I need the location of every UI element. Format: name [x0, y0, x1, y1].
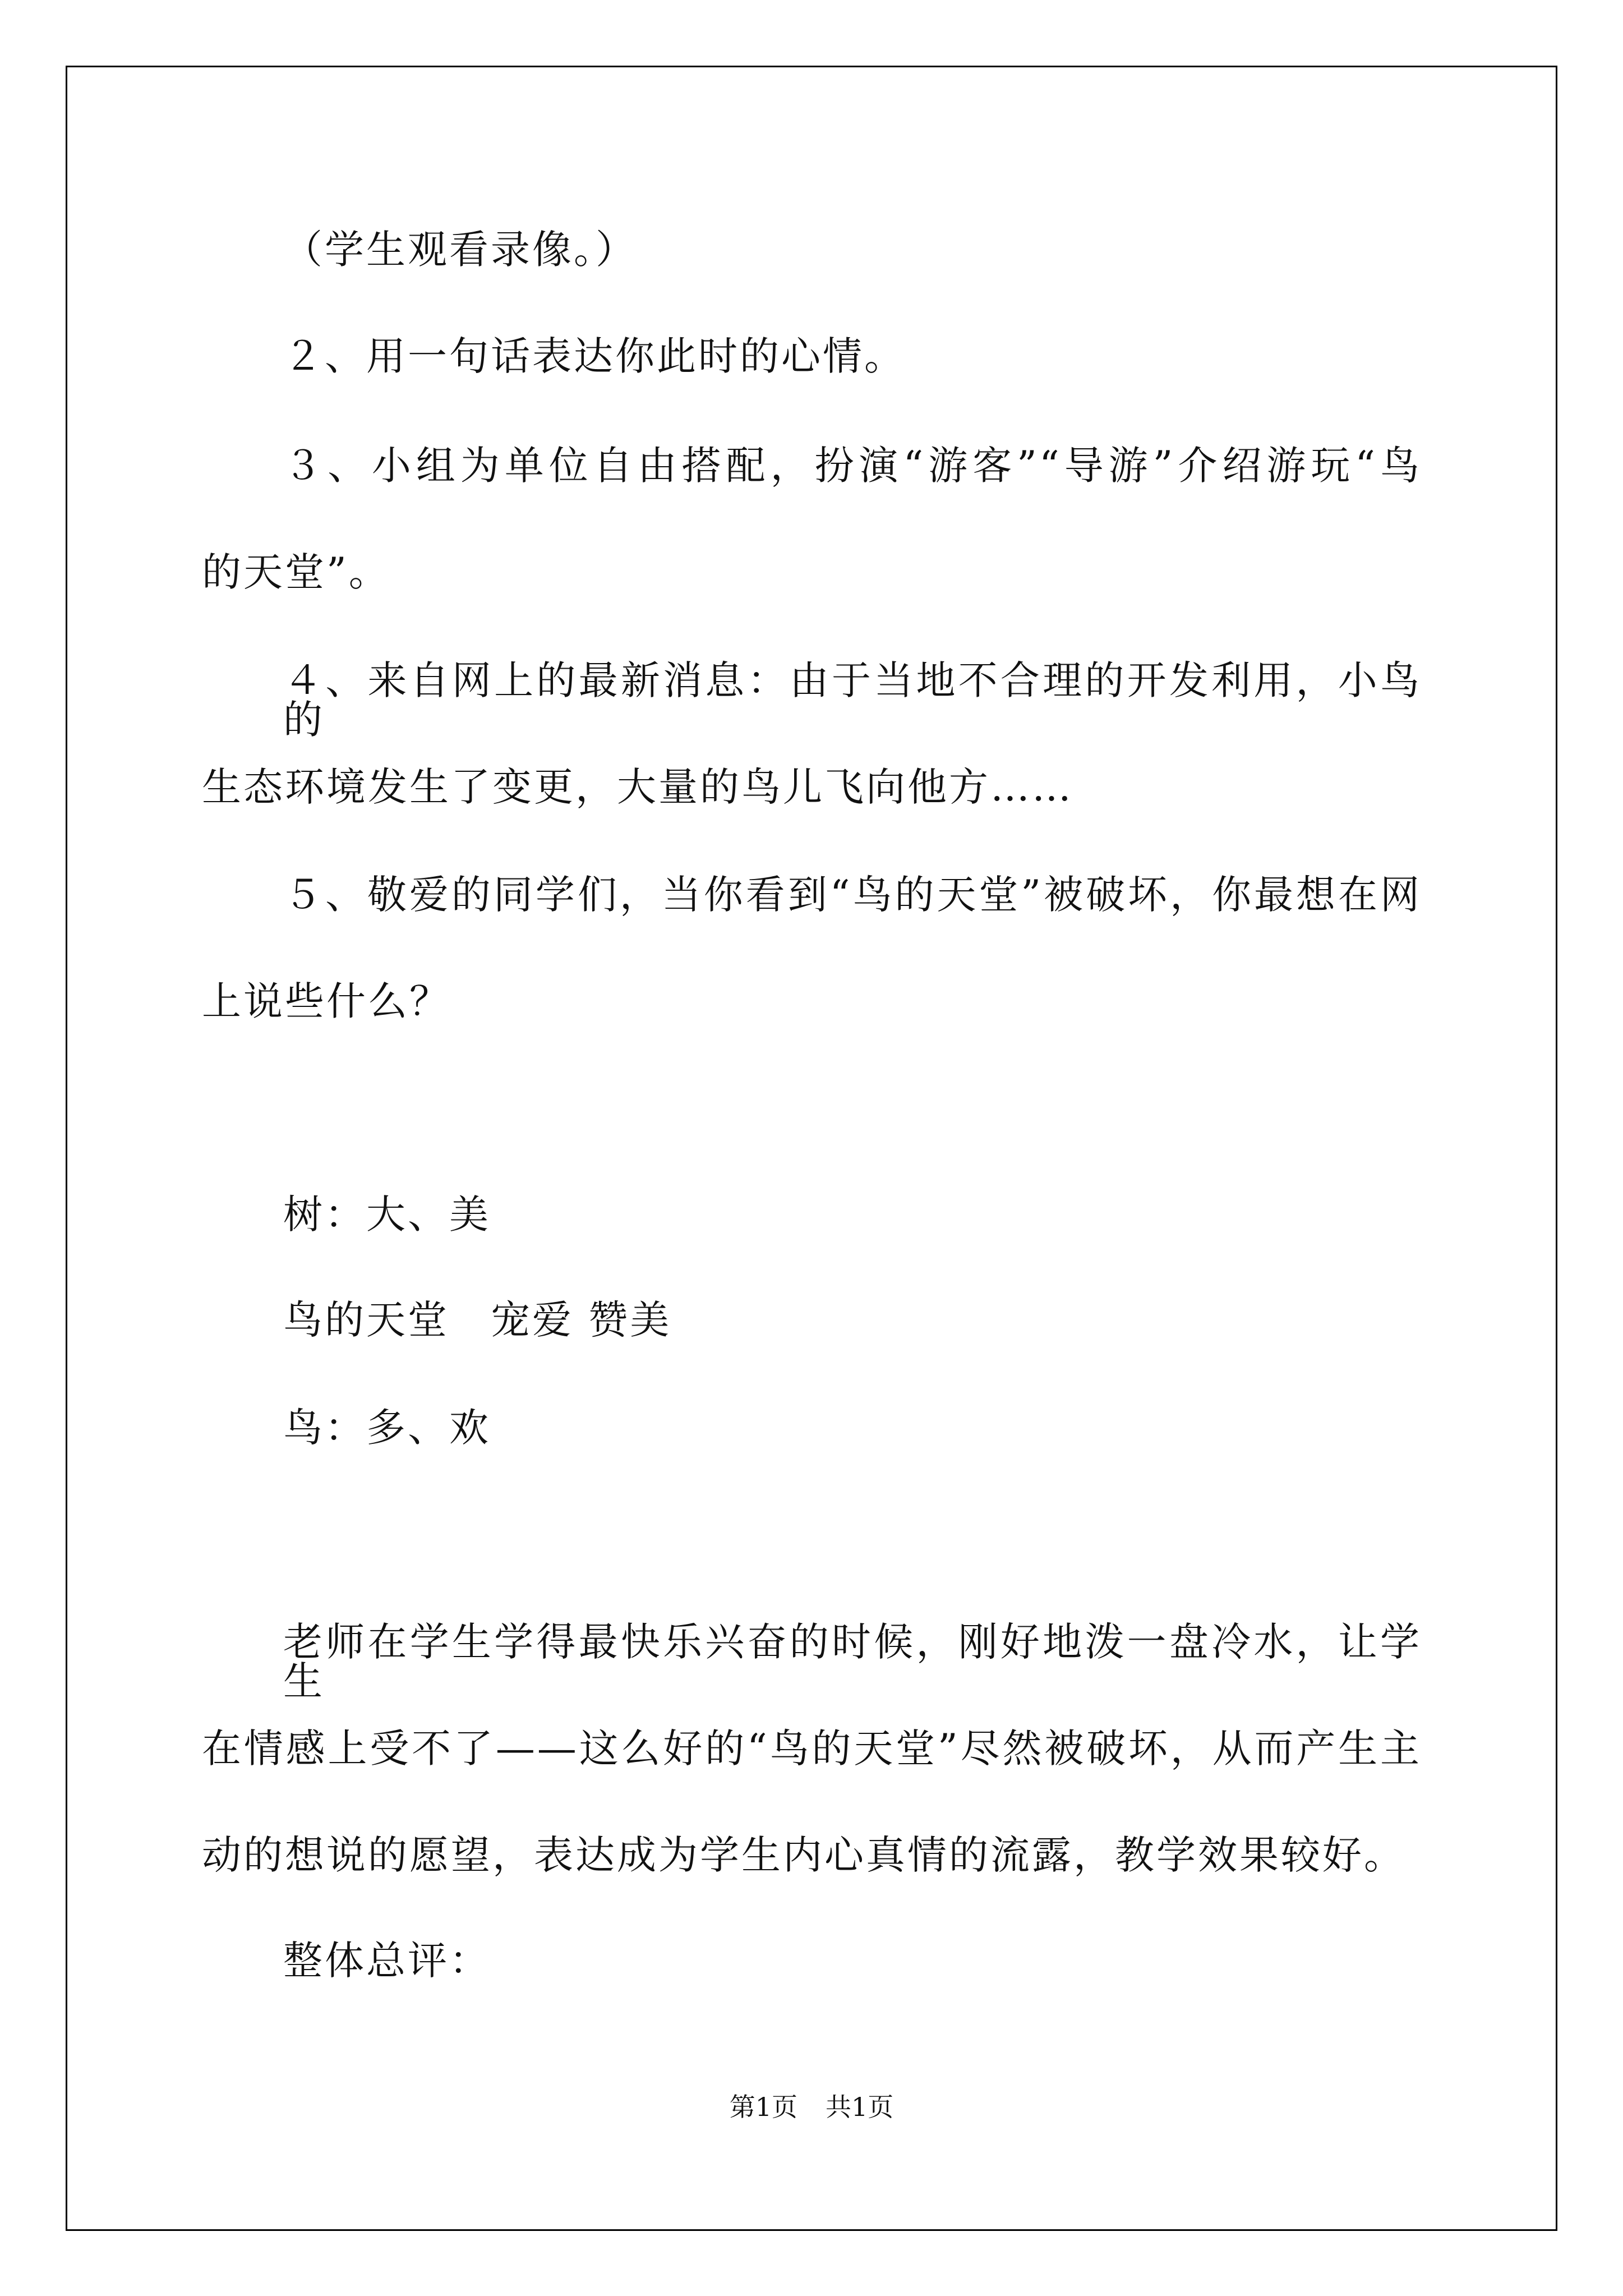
board-line: 鸟的天堂 宠爱 赞美	[283, 1297, 672, 1343]
page-total: 共1页	[826, 2092, 894, 2122]
paragraph-line: ２、用一句话表达你此时的心情。	[283, 333, 906, 379]
paragraph-line: ４、来自网上的最新消息：由于当地不合理的开发利用，小鸟的	[283, 657, 1422, 743]
comment-line: 动的想说的愿望，表达成为学生内心真情的流露，教学效果较好。	[202, 1832, 1405, 1878]
paragraph-line: 的天堂”。	[202, 549, 390, 595]
page-border	[66, 66, 1557, 2231]
page-number: 第1页	[729, 2092, 797, 2122]
comment-line: 在情感上受不了——这么好的“鸟的天堂”尽然被破坏，从而产生主	[202, 1726, 1422, 1772]
paragraph-line: 生态环境发生了变更，大量的鸟儿飞向他方……	[202, 764, 1073, 810]
board-line: 树：大、美	[283, 1191, 491, 1237]
paragraph-line: ５、敬爱的同学们，当你看到“鸟的天堂”被破坏，你最想在网	[283, 872, 1422, 918]
comment-line: 整体总评：	[283, 1938, 491, 1984]
paragraph-line: ３、小组为单位自由搭配，扮演“游客”“导游”介绍游玩“鸟	[283, 443, 1422, 489]
paragraph-line: 上说些什么？	[202, 978, 451, 1024]
paragraph-line: （学生观看录像。）	[283, 227, 637, 273]
comment-line: 老师在学生学得最快乐兴奋的时候，刚好地泼一盘冷水，让学生	[283, 1619, 1422, 1704]
page-footer	[0, 2087, 1623, 2124]
board-line: 鸟：多、欢	[283, 1405, 491, 1451]
